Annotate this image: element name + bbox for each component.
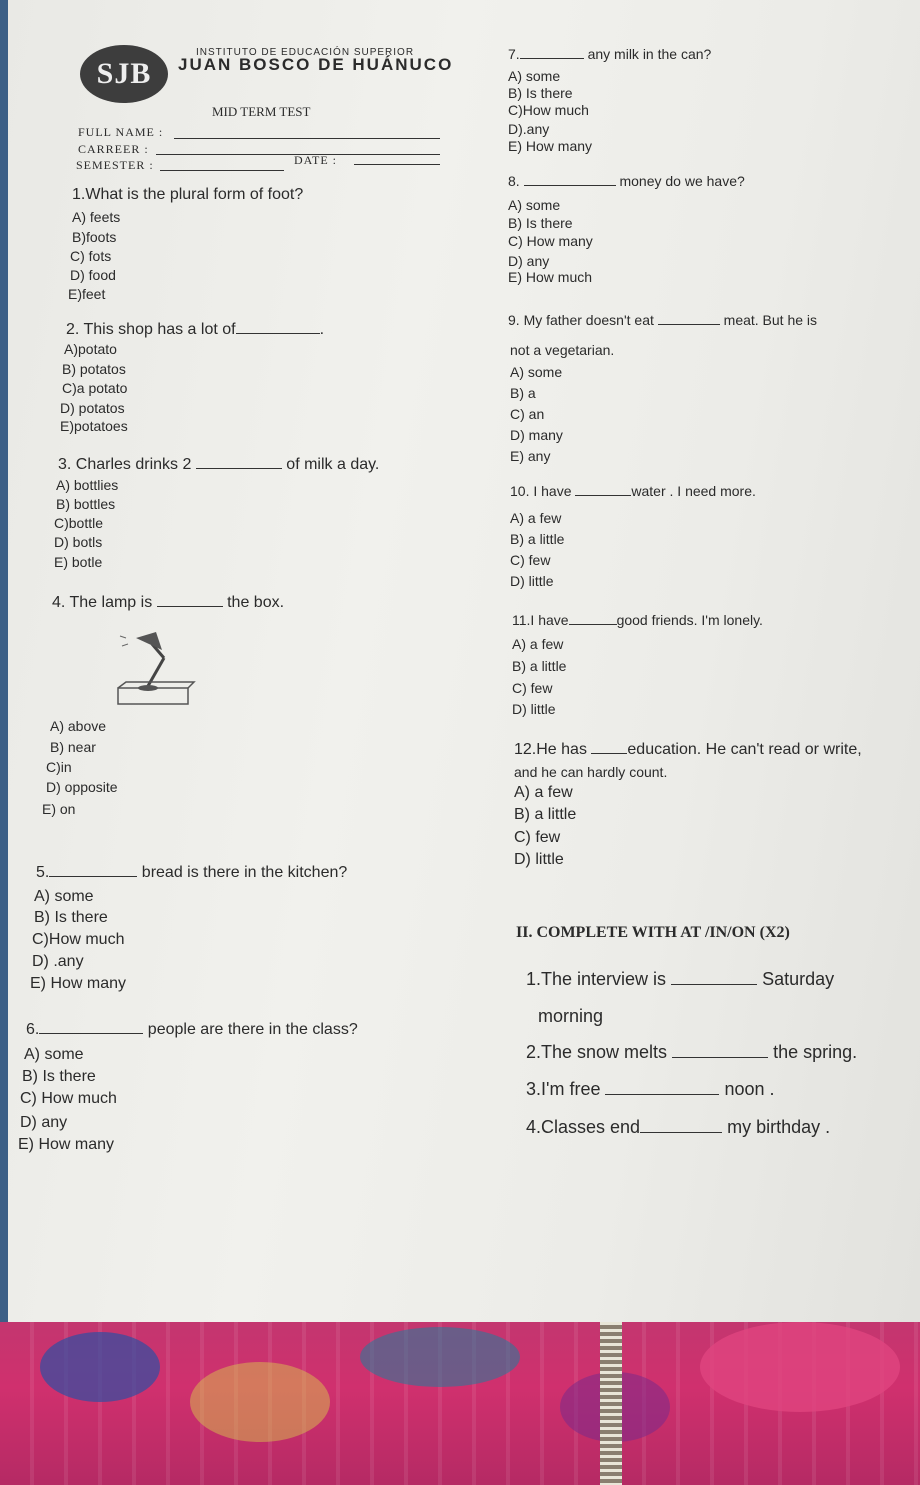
question-stem-end: any milk in the can?: [587, 46, 712, 62]
answer-blank[interactable]: [196, 454, 282, 469]
option[interactable]: C)How much: [32, 931, 125, 948]
option[interactable]: D) little: [514, 851, 564, 868]
full-name-label: FULL NAME :: [78, 125, 164, 139]
item-1-continuation: morning: [538, 1006, 604, 1026]
question-stem: 6.: [26, 1021, 40, 1038]
zipper: [600, 1322, 622, 1485]
option[interactable]: A) some: [510, 364, 563, 380]
date-field[interactable]: [354, 150, 440, 165]
item-4-stem-end: my birthday .: [727, 1117, 831, 1137]
option[interactable]: E)potatoes: [60, 418, 128, 434]
option[interactable]: D) little: [510, 573, 554, 589]
option[interactable]: C)How much: [508, 102, 589, 118]
option[interactable]: B) Is there: [22, 1068, 96, 1085]
fabric-pattern: [360, 1327, 520, 1387]
background-fabric: [0, 1322, 920, 1485]
option[interactable]: B) Is there: [34, 909, 108, 926]
option[interactable]: A)potato: [64, 341, 117, 357]
lamp-shade: [136, 632, 162, 650]
light-ray: [122, 644, 128, 646]
fabric-pattern: [40, 1332, 160, 1402]
option[interactable]: C) an: [510, 406, 545, 422]
answer-blank[interactable]: [524, 171, 616, 186]
question-stem-end: people are there in the class?: [147, 1021, 358, 1038]
school-logo: [80, 45, 168, 103]
option[interactable]: A) some: [34, 888, 94, 905]
option[interactable]: B) near: [50, 739, 96, 755]
option[interactable]: B) a little: [510, 531, 565, 547]
question-stem: 11.I have: [512, 612, 569, 628]
date-label: DATE :: [294, 153, 337, 167]
option[interactable]: D) botls: [54, 534, 103, 550]
career-label: CARREER :: [78, 142, 149, 156]
option[interactable]: C) How much: [20, 1090, 117, 1107]
answer-blank[interactable]: [658, 310, 720, 325]
option[interactable]: A) some: [508, 197, 561, 213]
item-1-stem-end: Saturday: [762, 969, 835, 989]
option[interactable]: A) a few: [512, 636, 564, 652]
option[interactable]: C) few: [510, 552, 551, 568]
light-ray: [120, 636, 126, 638]
lamp-on-box-illustration: [108, 630, 198, 706]
item-4-blank[interactable]: [640, 1118, 722, 1133]
option[interactable]: B) a: [510, 385, 536, 401]
question-stem: 10. I have: [510, 483, 572, 499]
option[interactable]: A) above: [50, 718, 107, 734]
answer-blank[interactable]: [520, 44, 584, 59]
option[interactable]: C) How many: [508, 233, 593, 249]
option[interactable]: E) How many: [30, 975, 127, 992]
question-stem: 7.: [508, 46, 520, 62]
question-stem-end: water . I need more.: [631, 483, 756, 499]
logo-text: SJB: [96, 57, 152, 90]
exam-paper: [8, 0, 920, 1330]
option[interactable]: A) bottlies: [56, 477, 119, 493]
question-stem-end: of milk a day.: [286, 456, 380, 473]
question-stem: 12.He has: [514, 741, 587, 758]
question-stem: 8.: [508, 173, 520, 189]
item-3-stem: 3.I'm free: [526, 1079, 601, 1099]
question-stem-end: money do we have?: [619, 173, 745, 189]
question-stem: 1.What is the plural form of foot?: [72, 186, 304, 203]
question-stem-continuation: and he can hardly count.: [514, 764, 668, 780]
answer-blank[interactable]: [39, 1019, 143, 1034]
answer-blank[interactable]: [575, 481, 631, 496]
item-4-stem: 4.Classes end: [526, 1117, 641, 1137]
option[interactable]: C)in: [46, 759, 72, 775]
item-2-stem: 2.The snow melts: [526, 1042, 668, 1062]
question-stem: 5.: [36, 864, 50, 881]
option[interactable]: E)feet: [68, 286, 106, 302]
item-2-stem-end: the spring.: [773, 1042, 858, 1062]
item-3-stem-end: noon .: [724, 1079, 775, 1099]
answer-blank[interactable]: [569, 610, 617, 625]
option[interactable]: D) .any: [32, 953, 84, 970]
semester-label: SEMESTER :: [76, 158, 154, 172]
option[interactable]: E) How many: [18, 1136, 115, 1153]
option[interactable]: D) opposite: [46, 779, 118, 795]
item-1-blank[interactable]: [671, 970, 757, 985]
answer-blank[interactable]: [49, 862, 137, 877]
item-3-blank[interactable]: [605, 1080, 719, 1095]
option[interactable]: E) How many: [508, 138, 593, 154]
option[interactable]: A) a few: [510, 510, 562, 526]
fabric-pattern: [190, 1362, 330, 1442]
semester-field[interactable]: [160, 156, 284, 171]
option[interactable]: A) feets: [72, 209, 121, 225]
option[interactable]: C) few: [514, 829, 561, 846]
question-stem: 4. The lamp is: [52, 594, 153, 611]
question-stem-end: .: [319, 321, 325, 338]
option[interactable]: A) a few: [514, 784, 573, 801]
answer-blank[interactable]: [157, 592, 223, 607]
option[interactable]: C)bottle: [54, 515, 104, 531]
item-2-blank[interactable]: [672, 1043, 768, 1058]
question-stem: 3. Charles drinks 2: [58, 456, 192, 473]
school-name: JUAN BOSCO DE HUÁNUCO: [178, 55, 454, 74]
institute-line: INSTITUTO DE EDUCACIÓN SUPERIOR: [196, 47, 415, 58]
part-2-title: II. COMPLETE WITH AT /IN/ON (X2): [516, 924, 790, 941]
option[interactable]: E) any: [510, 448, 551, 464]
question-stem-end: meat. But he is: [723, 312, 818, 328]
question-stem-continuation: not a vegetarian.: [510, 342, 615, 358]
option[interactable]: D) food: [70, 267, 116, 283]
option[interactable]: A) some: [508, 68, 561, 84]
option[interactable]: B) Is there: [508, 215, 573, 231]
option[interactable]: C)a potato: [62, 380, 128, 396]
option[interactable]: B)foots: [72, 229, 117, 245]
full-name-field[interactable]: [174, 124, 440, 139]
question-stem-end: good friends. I'm lonely.: [616, 612, 763, 628]
question-stem-end: bread is there in the kitchen?: [141, 864, 348, 881]
option[interactable]: E) botle: [54, 554, 103, 570]
answer-blank[interactable]: [591, 739, 627, 754]
option[interactable]: D) any: [20, 1114, 68, 1131]
answer-blank[interactable]: [236, 319, 320, 334]
question-stem-end: the box.: [227, 594, 285, 611]
option[interactable]: D) little: [512, 701, 556, 717]
option[interactable]: B) potatos: [62, 361, 126, 377]
option[interactable]: B) a little: [514, 806, 577, 823]
fabric-pattern: [700, 1322, 900, 1412]
option[interactable]: D) many: [510, 427, 563, 443]
option[interactable]: D) potatos: [60, 400, 125, 416]
question-stem-end: education. He can't read or write,: [627, 741, 862, 758]
option[interactable]: E) on: [42, 801, 76, 817]
option[interactable]: C) fots: [70, 248, 112, 264]
option[interactable]: E) How much: [508, 269, 593, 285]
question-stem: 9. My father doesn't eat: [508, 312, 654, 328]
option[interactable]: B) a little: [512, 658, 567, 674]
option[interactable]: D) any: [508, 253, 550, 269]
test-title: MID TERM TEST: [212, 104, 311, 119]
item-1-stem: 1.The interview is: [526, 969, 667, 989]
option[interactable]: C) few: [512, 680, 553, 696]
option[interactable]: B) Is there: [508, 85, 573, 101]
option[interactable]: A) some: [24, 1046, 84, 1063]
question-stem: 2. This shop has a lot of: [66, 321, 236, 338]
option[interactable]: B) bottles: [56, 496, 116, 512]
option[interactable]: D).any: [508, 121, 550, 137]
